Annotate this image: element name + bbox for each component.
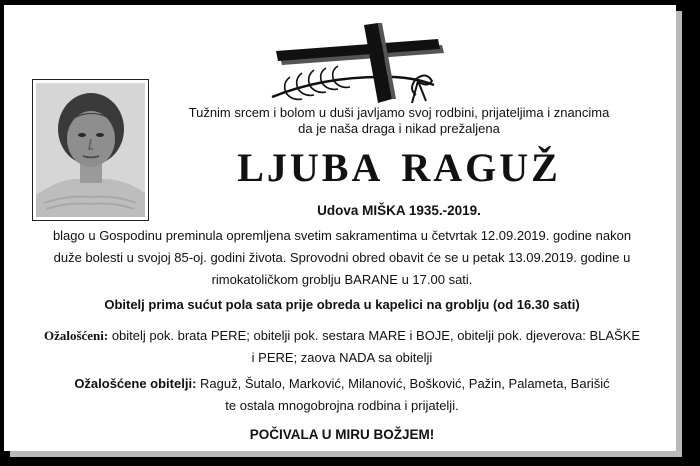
families-label: Ožalošćene obitelji: <box>74 376 197 391</box>
last-name: RAGUŽ <box>401 145 561 190</box>
paragraph-line: rimokatoličkom groblju BARANE u 17.00 sati. <box>211 272 473 287</box>
paragraph-line: duže bolesti u svojoj 85-oj. godini života. Sprovodni obred obavit će se u petak 13.09.2019. godine u <box>53 250 631 265</box>
portrait-frame <box>32 79 149 221</box>
mourners-text: obitelj pok. brata PERE; obitelji pok. sestara MARE i BOJE, obitelji pok. djeverova: BLAŠKE <box>108 328 641 343</box>
announcement-paragraph <box>22 225 662 291</box>
intro-text <box>154 105 644 137</box>
closing-line: POČIVALA U MIRU BOŽJEM! <box>249 427 435 442</box>
intro-line: da je naša draga i nikad prežaljena <box>298 121 500 136</box>
intro-line: Tužnim srcem i bolom u duši javljamo svoj rodbini, prijateljima i znancima <box>188 105 610 120</box>
mourners-label: Ožalošćeni: <box>43 328 109 343</box>
paragraph-line: blago u Gospodinu preminula opremljena svetim sakramentima u četvrtak 12.09.2019. godine nakon <box>52 228 632 243</box>
families-section <box>22 373 662 417</box>
families-text: te ostala mnogobrojna rodbina i prijatelji. <box>225 398 459 413</box>
condolences-line: Obitelj prima sućut pola sata prije obreda u kapelici na groblju (od 16.30 sati) <box>104 297 580 312</box>
cross-with-palm-icon <box>266 23 448 107</box>
widow-line: Udova MIŠKA 1935.-2019. <box>317 203 481 218</box>
first-name: LJUBA <box>237 145 384 190</box>
portrait-photo <box>36 83 145 217</box>
obituary-sheet <box>4 5 676 451</box>
deceased-name <box>154 145 644 191</box>
mourners-section <box>22 325 662 369</box>
families-text: Raguž, Šutalo, Marković, Milanović, Bošković, Pažin, Palameta, Barišić <box>196 376 610 391</box>
mourners-text: i PERE; zaova NADA sa obitelji <box>251 350 433 365</box>
